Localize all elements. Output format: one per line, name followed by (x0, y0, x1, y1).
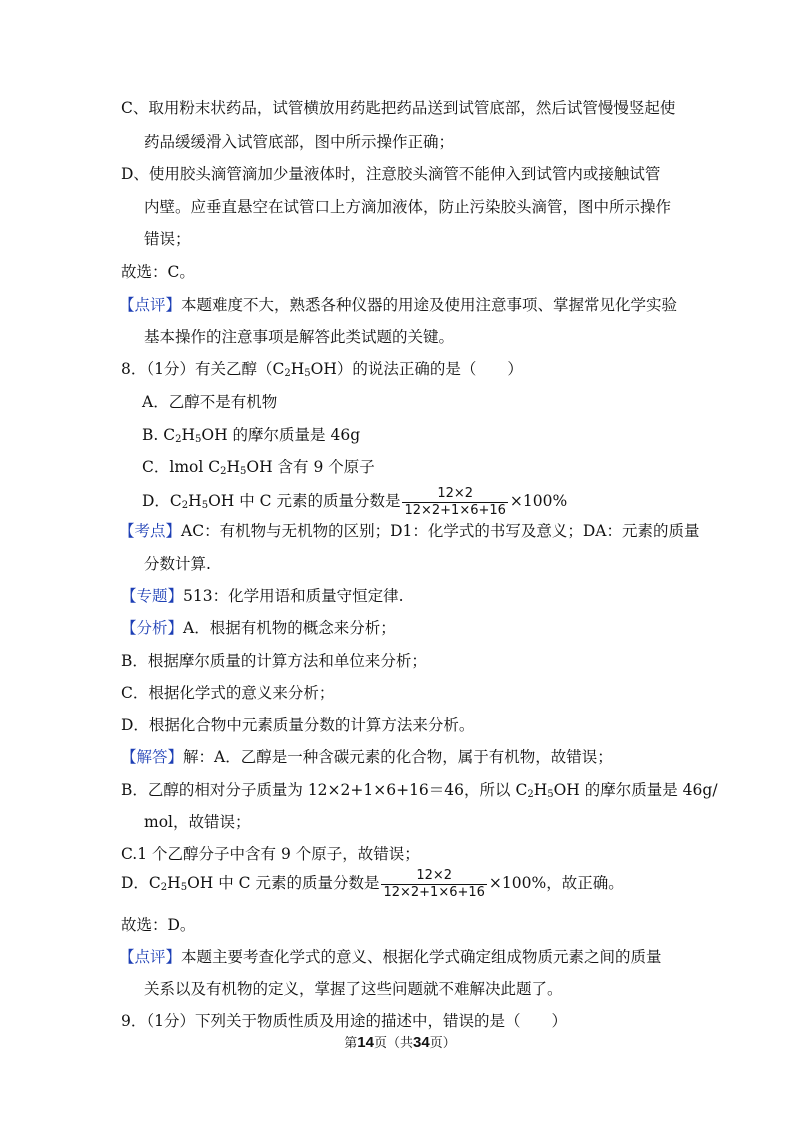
review-8-line-2: 关系以及有机物的定义，掌握了这些问题就不难解决此题了。 (144, 980, 563, 998)
option-d-line-3: 错误； (144, 230, 191, 248)
jieda-line-b-2: mol，故错误； (144, 813, 251, 831)
page-footer: 第14页（共34页） (344, 1034, 456, 1051)
question-8-option-d: D．$C_2H_5OH$ 中 C 元素的质量分数是 $\frac{12\times 2}{12\times 2+1\times 6+16}$ ×100% (142, 485, 568, 518)
question-8-option-c: C．lmol $C_2H_5OH$ 含有 9 个原子 (142, 458, 375, 477)
answer-8: 故选：D。 (121, 916, 196, 934)
kaodian-line-2: 分数计算. (144, 555, 211, 573)
question-9-stem: 9．（1分）下列关于物质性质及用途的描述中，错误的是（ ） (121, 1012, 567, 1030)
fraction-numerator: 12×2 (437, 485, 474, 501)
review-tag: 【点评】 (119, 296, 182, 314)
fenxi-line-d: D．根据化合物中元素质量分数的计算方法来分析。 (121, 716, 475, 734)
jieda-line-b: B．乙醇的相对分子质量为 12×2+1×6+16＝46，所以 $C_2H_5OH$ 的摩尔质量是 46g/ (121, 781, 718, 800)
option-d-line-1: D、使用胶头滴管滴加少量液体时，注意胶头滴管不能伸入到试管内或接触试管 (121, 165, 661, 183)
answer-7: 故选：C。 (121, 263, 195, 281)
kaodian-tag: 【考点】 (119, 522, 182, 540)
fenxi-line-a: 【分析】A．根据有机物的概念来分析； (121, 619, 396, 637)
current-page-number: 14 (357, 1034, 374, 1051)
fenxi-line-c: C．根据化学式的意义来分析； (121, 684, 335, 702)
option-c-line-1: C、取用粉末状药品，试管横放用药匙把药品送到试管底部，然后试管慢慢竖起使 (121, 99, 676, 117)
fraction-denominator: 12×2+1×6+16 (383, 884, 485, 900)
zhuanti-tag: 【专题】 (121, 587, 184, 605)
kaodian-line-1: 【考点】AC：有机物与无机物的区别；D1：化学式的书写及意义；DA：元素的质量 (119, 522, 700, 540)
review-7-line-1 (119, 294, 677, 316)
mass-fraction-formula (402, 486, 507, 519)
question-8-option-a: A．乙醇不是有机物 (142, 393, 278, 411)
review-tag: 【点评】 (119, 948, 182, 966)
jieda-line-a: 【解答】解：A．乙醇是一种含碳元素的化合物，属于有机物，故错误； (121, 748, 613, 766)
fraction-numerator: 12×2 (416, 867, 453, 883)
fraction-denominator: 12×2+1×6+16 (404, 502, 506, 518)
question-8-stem: 8．（1分）有关乙醇$(C_2H_5OH)$的说法正确的是（ ） (121, 360, 523, 379)
jieda-tag: 【解答】 (121, 748, 184, 766)
jieda-line-d: D．$C_2H_5OH$ 中 C 元素的质量分数是 $\frac{12\times 2}{12\times 2+1\times 6+16}$ ×100%，故正确。 (121, 867, 624, 900)
question-8-option-b: B. $C_2H_5OH$ 的摩尔质量是 46g (142, 426, 361, 445)
option-c-line-2: 药品缓缓滑入试管底部，图中所示操作正确； (144, 133, 455, 151)
fenxi-line-b: B．根据摩尔质量的计算方法和单位来分析； (121, 652, 427, 670)
fenxi-tag: 【分析】 (121, 619, 184, 637)
jieda-line-c: C.1 个乙醇分子中含有 9 个原子，故错误； (121, 845, 420, 863)
mass-fraction-formula-answer (381, 868, 486, 901)
review-8-line-1: 【点评】本题主要考查化学式的意义、根据化学式确定组成物质元素之间的质量 (119, 948, 662, 966)
review-text: 本题难度不大，熟悉各种仪器的用途及使用注意事项、掌握常见化学实验 (181, 296, 678, 314)
zhuanti-line: 【专题】513：化学用语和质量守恒定律. (121, 587, 404, 605)
review-7-line-2: 基本操作的注意事项是解答此类试题的关键。 (144, 328, 455, 346)
option-d-line-2: 内壁。应垂直悬空在试管口上方滴加液体，防止污染胶头滴管，图中所示操作 (144, 198, 672, 216)
total-page-count: 34 (413, 1034, 430, 1051)
